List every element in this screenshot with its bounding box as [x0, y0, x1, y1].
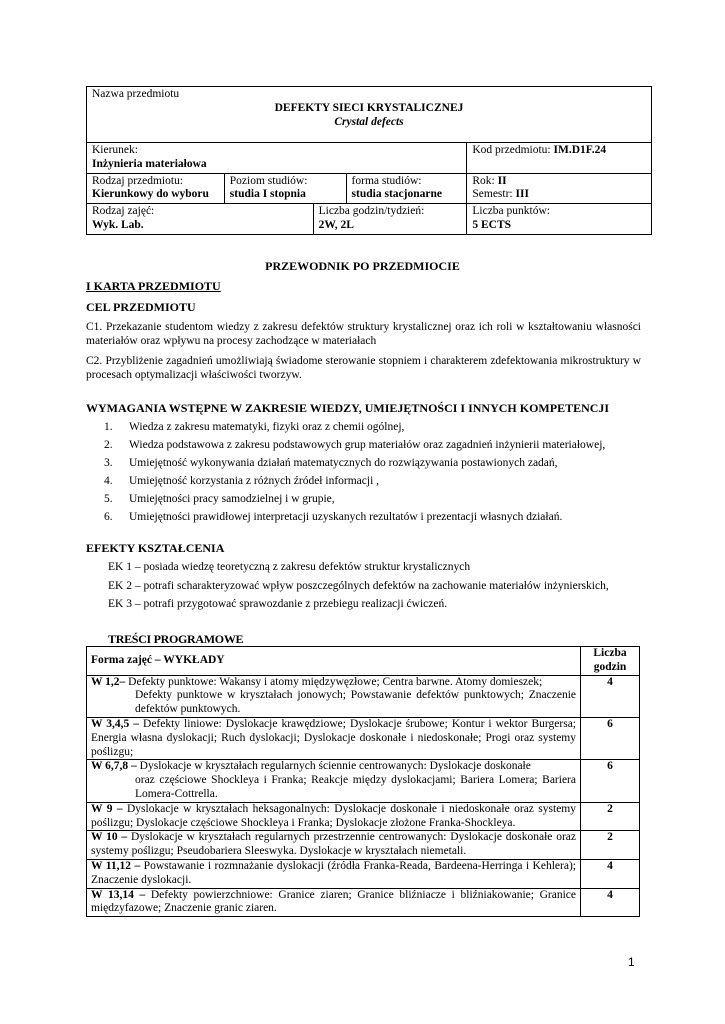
level-value: studia I stopnia: [229, 188, 306, 201]
hours-label: Liczba godzin/tydzień:: [318, 205, 425, 218]
code-value: IM.D1F.24: [553, 144, 607, 156]
list-item: EK 3 – potrafi przygotować sprawozdanie z przebiegu realizacji ćwiczeń.: [108, 598, 448, 610]
list-item: 5. Umiejętności pracy samodzielnej i w grupie,: [104, 493, 335, 505]
aim-heading: CEL PRZEDMIOTU: [86, 300, 196, 314]
code-label: Kod przedmiotu:: [472, 144, 551, 156]
semester-label: Semestr:: [472, 188, 513, 201]
list-item: 4. Umiejętność korzystania z różnych źródeł informacji ,: [104, 475, 380, 487]
table-row: W 6,7,8 – Dyslokacje w kryształach regularnych ściennie centrowanych: Dyslokacje doskonałe oraz częściowe Shockleya i Franka; Reakcje między dyslokacjami; Bariera Lomera; Bariera Lomera-Cottrella. 6: [87, 760, 640, 802]
course-title-pl: DEFEKTY SIECI KRYSTALICZNEJ: [274, 101, 464, 114]
card-title: I KARTA PRZEDMIOTU: [86, 279, 221, 293]
aim-c1: C1. Przekazanie studentom wiedzy z zakresu defektów struktury krystalicznej oraz ich roli w kształtowaniu własności materiałów oraz wpływu na procesy zachodzące w materiałach: [86, 321, 641, 347]
guide-title: PRZEWODNIK PO PRZEDMIOCIE: [265, 259, 460, 273]
course-header-table: [86, 86, 652, 235]
hours-value: 2W, 2L: [318, 218, 354, 231]
level-label: Poziom studiów:: [229, 174, 308, 187]
effects-heading: EFEKTY KSZTAŁCENIA: [86, 541, 225, 555]
course-title-en: Crystal defects: [334, 115, 404, 128]
course-name-label: Nazwa przedmiotu: [92, 88, 180, 100]
year-value: II: [497, 174, 507, 187]
course-name-cell: [87, 87, 652, 143]
field-cell: [87, 143, 467, 174]
table-row: W 9 – Dyslokacje w kryształach heksagonalnych: Dyslokacje doskonałe i niedoskonałe oraz systemy poślizgu; Dyslokacje częściowe Shockleya i Franka; Dyslokacje złożone Franka-Shockleya. 2: [87, 802, 640, 831]
form-value: studia stacjonarne: [351, 188, 442, 201]
list-item: 6. Umiejętności prawidłowej interpretacji uzyskanych rezultatów i prezentacji własnych działań.: [104, 511, 563, 523]
list-item: 3. Umiejętność wykonywania działań matematycznych do rozwiązywania postawionych zadań,: [104, 457, 558, 469]
page-number: 1: [628, 955, 635, 969]
type-label: Rodzaj przedmiotu:: [92, 174, 184, 187]
classes-label: Rodzaj zajęć:: [92, 205, 155, 218]
hours-cell: [313, 204, 467, 235]
effects-list: [108, 561, 648, 617]
ects-label: Liczba punktów:: [472, 205, 550, 218]
classes-value: Wyk. Lab.: [92, 218, 144, 231]
list-item: EK 2 – potrafi scharakteryzować wpływ poszczególnych defektów na zachowanie materiałów inżynierskich,: [108, 579, 609, 592]
ects-cell: [467, 204, 652, 235]
field-label: Kierunek:: [92, 144, 138, 156]
form-label: forma studiów:: [351, 174, 422, 187]
form-cell: [346, 173, 467, 204]
level-cell: [224, 173, 346, 204]
program-col-hours: Liczba godzin: [581, 647, 640, 676]
classes-cell: [87, 204, 314, 235]
type-value: Kierunkowy do wyboru: [92, 188, 209, 201]
year-semester-cell: [467, 173, 652, 204]
table-row: W 13,14 – Defekty powierzchniowe: Granice ziaren; Granice bliźniacze i bliźniakowanie; Granice międzyfazowe; Znaczenie granic ziaren. 4: [87, 888, 640, 917]
field-value: Inżynieria materiałowa: [92, 157, 207, 170]
aim-c2: C2. Przybliżenie zagadnień umożliwiają świadome sterowanie stopniem i charakterem zdefektowania mikrostruktury w procesach optymalizacji właściwości tworzyw.: [86, 355, 641, 381]
list-item: 1. Wiedza z zakresu matematyki, fizyki oraz z chemii ogólnej,: [104, 421, 405, 433]
requirements-heading: WYMAGANIA WSTĘPNE W ZAKRESIE WIEDZY, UMIEJĘTNOŚCI I INNYCH KOMPETENCJI: [86, 401, 610, 415]
program-heading: TREŚCI PROGRAMOWE: [108, 632, 244, 646]
type-cell: [87, 173, 225, 204]
program-table: [86, 646, 640, 917]
table-row: W 11,12 – Powstawanie i rozmnażanie dyslokacji (źródła Franka-Reada, Bardeena-Herringa i Kehlera); Znaczenie dyslokacji. 4: [87, 859, 640, 888]
ects-value: 5 ECTS: [472, 218, 512, 231]
list-item: 2. Wiedza podstawowa z zakresu podstawowych grup materiałów oraz zagadnień inżynierii materiałowej,: [104, 439, 606, 451]
program-col-form: Forma zajęć – WYKŁADY: [87, 647, 581, 676]
table-row: W 10 – Dyslokacje w kryształach regularnych przestrzennie centrowanych: Dyslokacje doskonałe oraz systemy poślizgu; Pseudobariera Sleeswyka. Dyslokacje w kryształach niemetali. 2: [87, 831, 640, 860]
year-label: Rok:: [472, 174, 495, 187]
table-row: W 1,2– Defekty punktowe: Wakansy i atomy międzywęzłowe; Centra barwne. Atomy domieszek; Defekty punktowe w kryształach jonowych; Powstawanie defektów punktowych; Znaczenie defektów punktowych. 4: [87, 675, 640, 717]
code-cell: [467, 143, 652, 174]
table-row: W 3,4,5 – Defekty liniowe: Dyslokacje krawędziowe; Dyslokacje śrubowe; Kontur i wektor Burgersa; Energia własna dyslokacji; Ruch dyslokacji; Dyslokacje doskonałe i niedoskonałe; Progi oraz systemy poślizgu; 6: [87, 717, 640, 759]
list-item: EK 1 – posiada wiedzę teoretyczną z zakresu defektów struktur krystalicznych: [108, 561, 471, 573]
semester-value: III: [515, 188, 529, 201]
requirements-list: [104, 421, 644, 529]
